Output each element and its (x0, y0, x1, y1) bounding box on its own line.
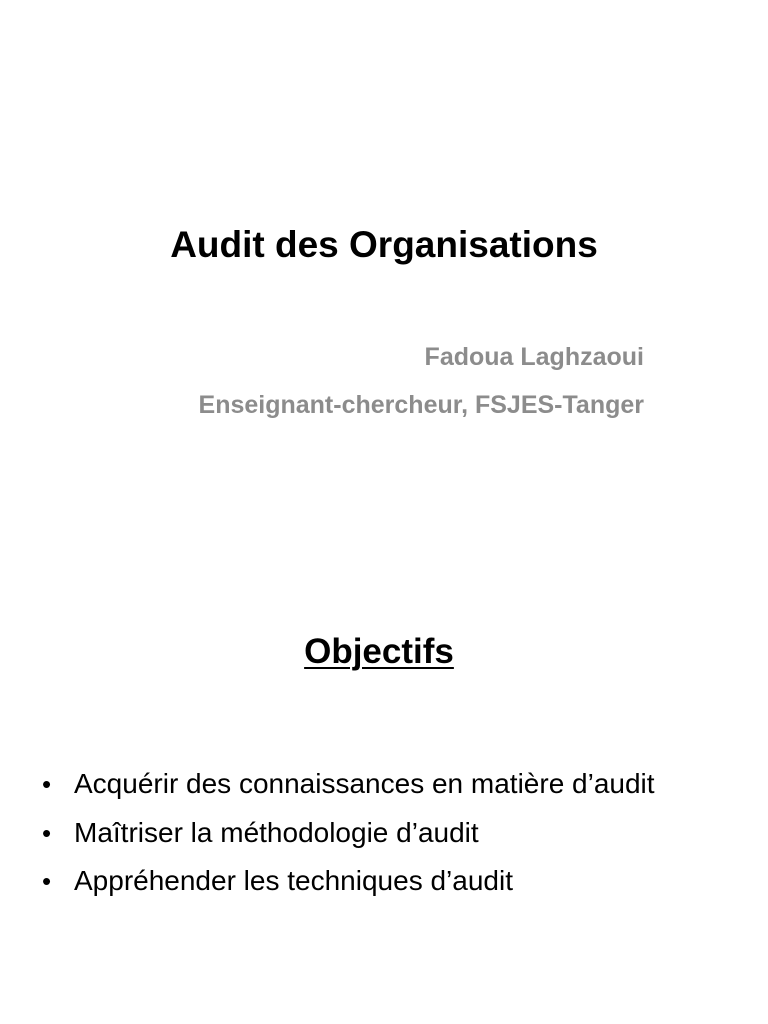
list-item (40, 760, 655, 809)
objectives-list (40, 760, 655, 906)
author-affiliation: Enseignant-chercheur, FSJES-Tanger (198, 391, 644, 419)
bullet-icon: • (42, 866, 52, 896)
presentation-title: Audit des Organisations (170, 224, 598, 265)
objectives-heading: Objectifs (304, 632, 454, 671)
list-item-text: Maîtriser la méthodologie d’audit (74, 816, 479, 848)
bullet-icon: • (42, 769, 52, 799)
author-name: Fadoua Laghzaoui (424, 343, 644, 371)
bullet-icon: • (42, 817, 52, 848)
list-item (40, 809, 655, 858)
list-item-text: Appréhender les techniques d’audit (74, 865, 513, 896)
subtitle-block (199, 333, 644, 429)
list-item (40, 857, 655, 906)
objectives-slide (0, 560, 768, 1024)
list-item-text: Acquérir des connaissances en matière d’audit (74, 768, 655, 799)
